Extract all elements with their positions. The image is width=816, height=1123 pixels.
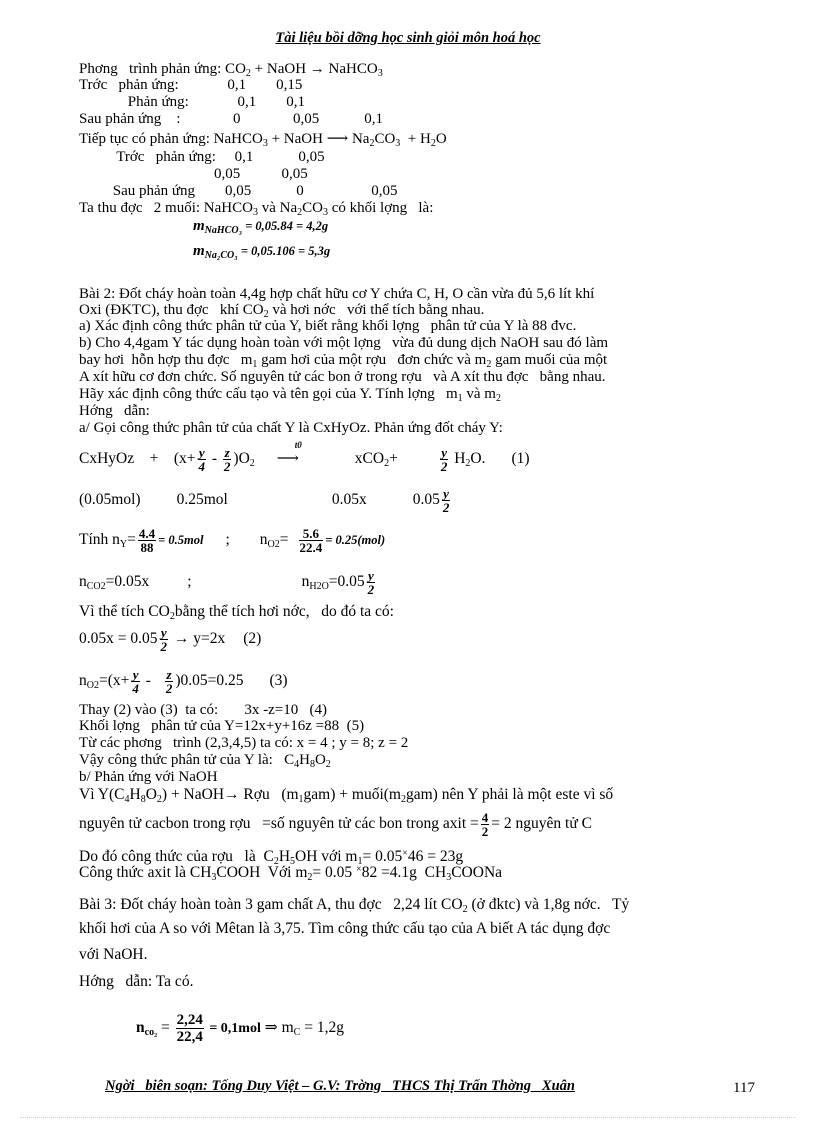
page-divider <box>20 1117 796 1118</box>
text-line: Trớc phản ứng: 0,1 0,05 <box>79 149 325 165</box>
text-line: Hãy xác định công thức cấu tạo và tên gọi của Y. Tính lợng $m_1$ và $m_2$ <box>79 386 501 404</box>
equation-3: $n_{O2}=(x+$ $\frac{y}{4}$ - $\frac{z}{2}$ )0.05=0.25 (3) <box>79 666 288 696</box>
text-line: Từ các phơng trình (2,3,4,5) ta có: x = 4 ; y = 8; z = 2 <box>79 735 409 751</box>
text-line: Ta thu đợc 2 muối: NaHCO$_3$ và $Na_2CO_3$ có khối lợng là: <box>79 200 434 218</box>
formula-mass-na2co3: $m_{Na_2CO_3} = 0,05.106 = 5,3g$ <box>193 243 331 261</box>
equation-2: 0.05x = 0.05 $\frac{y}{2}$ → y=2x (2) <box>79 624 262 654</box>
text-line: b) Cho 4,4gam Y tác dụng hoàn toàn với một lợng vừa đủ dung dịch NaOH sau đó làm <box>79 335 609 351</box>
text-line: b/ Phản ứng với NaOH <box>79 769 218 785</box>
combustion-equation: CxHyOz + (x+ $\frac{y}{4}$ - $\frac{z}{2}$ )$O_2$ t0 ⟶ xCO$_2$+ $\frac{y}{2}$ $H_2O$. (1) <box>79 440 530 474</box>
formula-n-co2: $n_{co_2}$ = $\frac{2,24}{22,4}$ = 0,1mol ⇒ $m_C = 1,2g$ <box>136 1011 344 1045</box>
page-footer: Ngời biên soạn: Tống Duy Việt – G.V: Trờng THCS Thị Trấn Thờng Xuân <box>105 1078 575 1094</box>
text-line: Thay (2) vào (3) ta có: 3x -z=10 (4) <box>79 702 327 718</box>
bai2-title: Bài 2: Đốt cháy hoàn toàn 4,4g hợp chất hữu cơ Y chứa C, H, O cần vừa đủ 5,6 lít khí <box>79 286 595 302</box>
text-line: a/ Gọi công thức phân tử của chất Y là CxHyOz. Phản ứng đốt cháy Y: <box>79 420 503 436</box>
text-line: Oxi (ĐKTC), thu đợc khí $CO_2$ và hơi nớc với thể tích bằng nhau. <box>79 302 485 320</box>
text-line: khối hơi của A so với Mêtan là 3,75. Tìm công thức cấu tạo của A biết A tác dụng đợc <box>79 920 611 937</box>
text-line: Vậy công thức phân tử của Y là: $C_4H_8O_2$ <box>79 752 331 770</box>
formula-mass-nahco3: $m_{NaHCO_3} = 0,05.84 = 4,2g$ <box>193 218 329 236</box>
text-line: Hớng dẫn: <box>79 403 150 419</box>
text-line: bay hơi hỗn hợp thu đợc $m_1$ gam hơi của một rợu đơn chức và $m_2$ gam muối của một <box>79 352 608 370</box>
text-line: Do đó công thức của rợu là $C_2H_5OH$ với $m_1= 0.05^\times 46 = 23g$ <box>79 848 464 867</box>
text-line: a) Xác định công thức phân tử của Y, biết rằng khối lợng phân tử của Y là 88 đvc. <box>79 318 577 334</box>
text-line: Hớng dẫn: Ta có. <box>79 973 194 990</box>
text-line: Phản ứng: 0,1 0,1 <box>79 94 306 110</box>
reaction-line-2: Tiếp tục có phản ứng: NaHCO$_3$ + NaOH ⟶ $Na_2CO_3 + H_2O$ <box>79 131 447 149</box>
text-line: A xít hữu cơ đơn chức. Số nguyên tử các bon ở trong rợu và A xít thu đợc bằng nhau. <box>79 369 606 385</box>
text-line: Khối lợng phân tử của Y=12x+y+16z =88 (5) <box>79 718 365 734</box>
reaction-line-1: Phơng trình phản ứng: $CO_2$ + NaOH → NaHCO$_3$ <box>79 61 383 79</box>
text-line: Sau phản ứng 0,05 0 0,05 <box>79 183 398 199</box>
text-line: Vì $Y(C_4H_8O_2)$ + NaOH→ Rợu $(m_1gam)$ + $muối(m_2gam)$ nên Y phải là một este vì số <box>79 786 614 805</box>
text-line: Trớc phản ứng: 0,1 0,15 <box>79 77 303 93</box>
text-line: Công thức axit là $CH_3COOH$ Với $m_2= 0.05$ ×82 =4.1g $CH_3COONa$ <box>79 864 503 883</box>
mole-line: (0.05mol) 0.25mol 0.05x 0.05 $\frac{y}{2}$ <box>79 485 450 515</box>
mole-calc-line: Tính $n_Y=$ $\frac{4.4}{88}$ = 0.5mol ; $n_{O2}=$ $\frac{5.6}{22.4}$ = 0.25(mol) <box>79 525 386 555</box>
text-line: Sau phản ứng : 0 0,05 0,1 <box>79 111 383 127</box>
text-line: nguyên tử cacbon trong rợu =số nguyên tử các bon trong axit = $\frac{4}{2}$ = 2 nguyên tử C <box>79 809 592 839</box>
page-header: Tài liệu bồi dỡng học sinh giỏi môn hoá học <box>275 30 541 46</box>
page-number: 117 <box>733 1080 755 1096</box>
mole-co2-h2o-line: $n_{CO2}=0.05x$ ; $n_{H2O}=0.05$ $\frac{y}{2}$ <box>79 567 375 597</box>
text-line: 0,05 0,05 <box>79 166 308 182</box>
bai3-title: Bài 3: Đốt cháy hoàn toàn 3 gam chất A, thu đợc 2,24 lít $CO_2$ (ở đktc) và 1,8g nớc. Tỷ <box>79 896 630 915</box>
text-line: Vì thể tích $CO_2bằng$ thể tích hơi nớc, do đó ta có: <box>79 603 394 622</box>
text-line: với NaOH. <box>79 946 148 963</box>
